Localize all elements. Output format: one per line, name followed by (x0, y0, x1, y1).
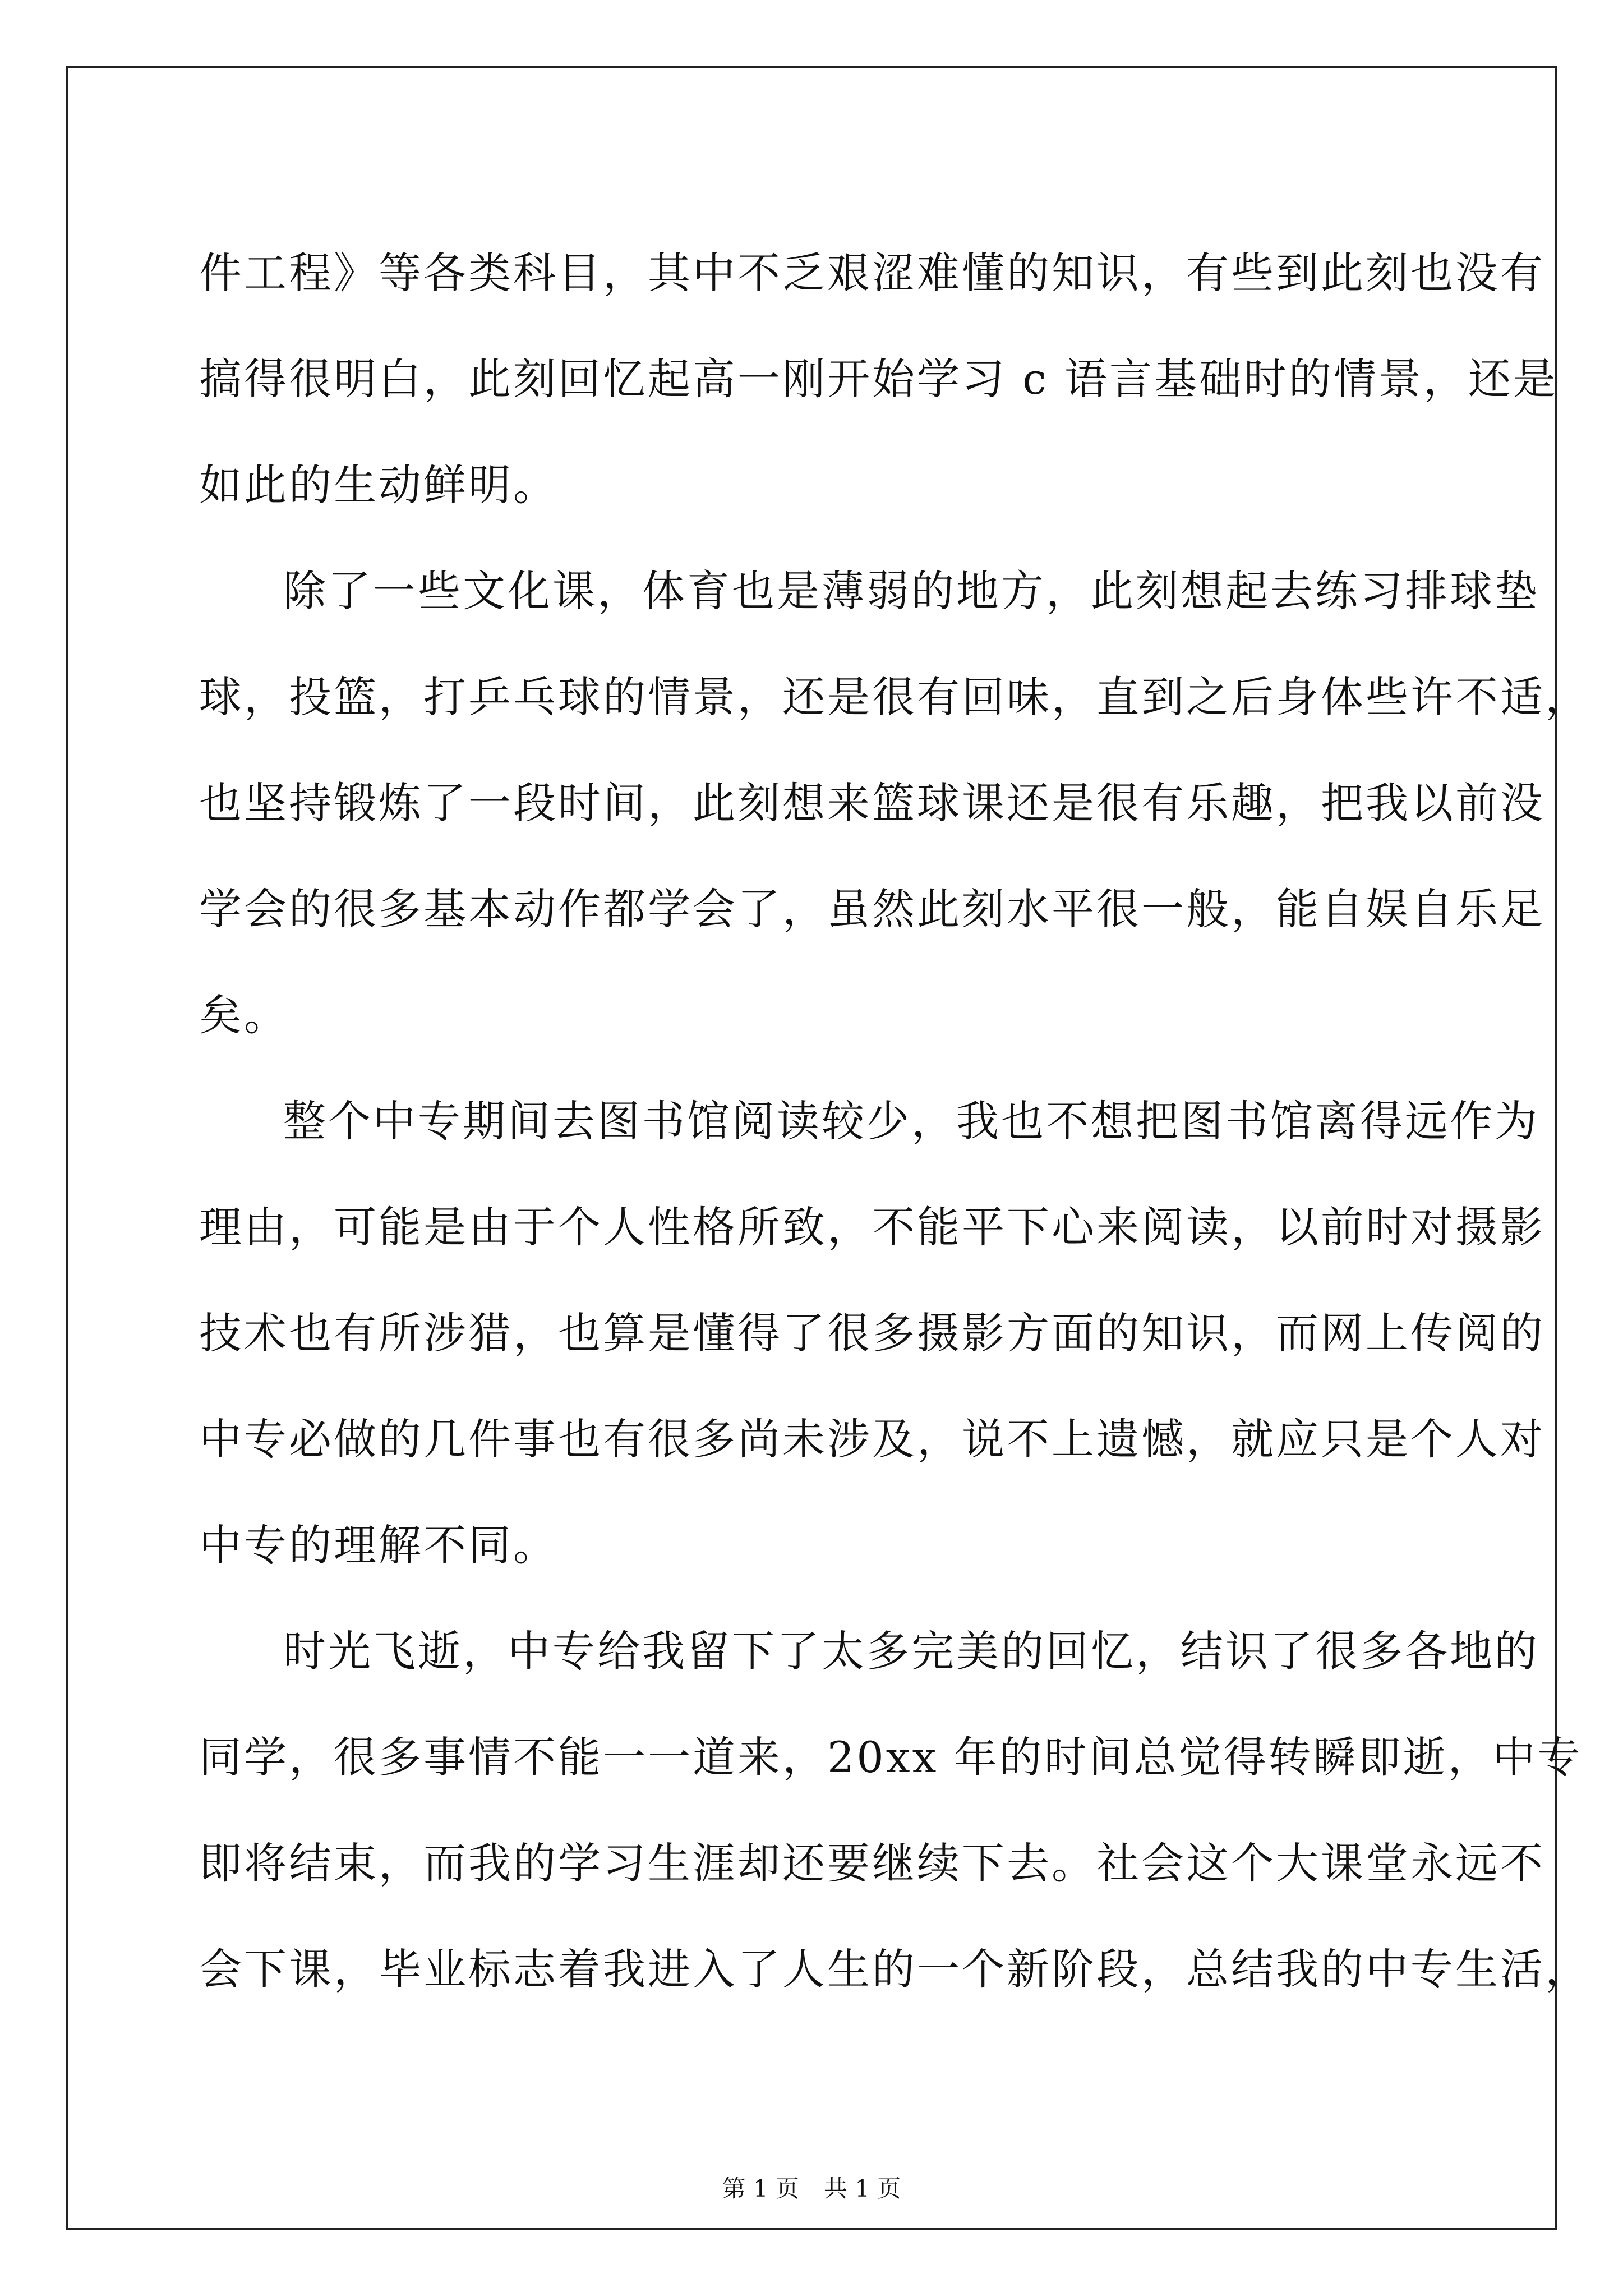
paragraph-start-line: 整个中专期间去图书馆阅读较少，我也不想把图书馆离得远作为 (283, 1096, 1539, 1146)
page-number: 第 1 页 (722, 2175, 799, 2202)
text-line: 即将结束，而我的学习生涯却还要继续下去。社会这个大课堂永远不 (199, 1838, 1545, 1888)
text-line: 理由，可能是由于个人性格所致，不能平下心来阅读，以前时对摄影 (199, 1202, 1545, 1252)
text-line: 会下课，毕业标志着我进入了人生的一个新阶段，总结我的中专生活， (199, 1944, 1590, 1994)
text-line: 中专的理解不同。 (199, 1520, 558, 1570)
page-total: 共 1 页 (824, 2175, 901, 2202)
text-line: 搞得很明白，此刻回忆起高一刚开始学习 c 语言基础时的情景，还是 (199, 354, 1558, 404)
text-line: 也坚持锻炼了一段时间，此刻想来篮球课还是很有乐趣，把我以前没 (199, 778, 1545, 828)
text-line: 中专必做的几件事也有很多尚未涉及，说不上遗憾，就应只是个人对 (199, 1414, 1545, 1464)
paragraph-start-line: 除了一些文化课，体育也是薄弱的地方，此刻想起去练习排球垫 (283, 566, 1539, 616)
page-footer (0, 2172, 1623, 2206)
text-line: 同学，很多事情不能一一道来，20xx 年的时间总觉得转瞬即逝，中专 (199, 1732, 1583, 1782)
text-line: 矣。 (199, 990, 289, 1040)
text-line: 件工程》等各类科目，其中不乏艰涩难懂的知识，有些到此刻也没有 (199, 248, 1545, 298)
text-line: 学会的很多基本动作都学会了，虽然此刻水平很一般，能自娱自乐足 (199, 884, 1545, 934)
text-line: 球，投篮，打乒乓球的情景，还是很有回味，直到之后身体些许不适， (199, 672, 1590, 722)
paragraph-start-line: 时光飞逝，中专给我留下了太多完美的回忆，结识了很多各地的 (283, 1626, 1539, 1676)
text-line: 技术也有所涉猎，也算是懂得了很多摄影方面的知识，而网上传阅的 (199, 1308, 1545, 1358)
text-line: 如此的生动鲜明。 (199, 460, 558, 510)
document-body (199, 220, 1590, 2022)
